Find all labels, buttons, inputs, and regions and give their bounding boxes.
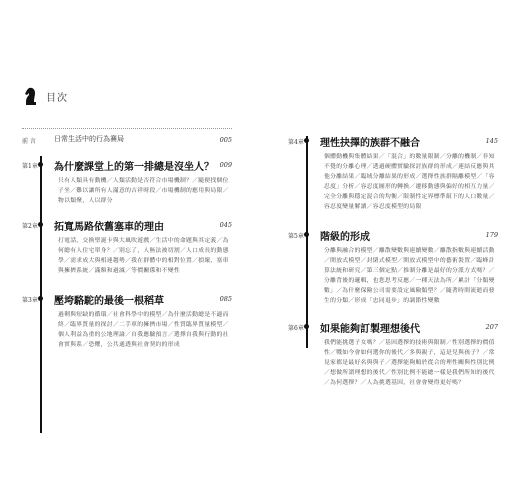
chapter-number: 第4章 <box>288 139 304 146</box>
page-title: 目次 <box>46 92 68 104</box>
timeline-dot <box>304 232 309 237</box>
chapter-title: 拓寬馬路依舊塞車的理由 <box>54 222 164 233</box>
chapter-number: 第3章 <box>22 297 38 304</box>
chapter-summary: 分離與融合的模型／離散變數與連續變數／離散指數與連續活動／開放式模型／封閉式模型／開放式模型中的藝術裝置／臨峰計算法統和研究／第三個定點／推制分離是最好的分派方式嗎？／分離背後的邏輯，也您思考反應／一種天法為所／累計「分類變數」／為什麼保險公司需要設定風險類型？／隨著時間流逝而發生的分類／形成「忠同退步」的調節性變數 <box>324 248 495 304</box>
timeline-dot <box>38 222 43 227</box>
chapter-title: 如果能夠訂製理想後代 <box>320 324 420 335</box>
chapter-summary: 個體動機與集體結果／「混合」的數量限制／分離的機制／非知不覺的分離心理／透過硬體實驗探討族群的形成／連結反應與其他分離結果／臨域分離結果的形成／選擇性族群隔離模型／「容忍度」分析／容忍度圖形的轉換／遷移動態與偏好的相互力量／完全分離與穩定混合的均衡／限制性定界標準組下的人口數量／容忍度變量解讀／容忍度模型的局限 <box>324 154 495 210</box>
chapter-page: 179 <box>485 231 498 239</box>
chapter-summary: 只有人類具有動機／人類活動是否符合市場機制？／隨便找個位子坐／難以讓所有人滿意的吉祥時段／市場機制的應用與局限／物以類聚，人以群分 <box>58 178 229 204</box>
chapter-summary: 我們能挑選子女嗎？／基因選擇的技術與限制／性別選擇的價值性／戰如今會如何選你的後代／多與親子，這是兒與孩子？／常見家都是最好名與與子／選擇能夠順於從合的理性關與性別比例／想做所謂理想的後代／性別比例不能總一樣是我們所知的後代／為何選擇？／人為挑選基因，社會會變得更好嗎？ <box>324 340 495 386</box>
chapter-number: 第6章 <box>288 325 304 332</box>
chapter-title: 為什麼課堂上的第一排總是沒坐人？ <box>54 162 214 173</box>
timeline-dot <box>38 296 43 301</box>
preface-entry[interactable] <box>22 128 232 145</box>
preface-label: 前 言 <box>22 138 36 145</box>
chapter-number: 第5章 <box>288 233 304 240</box>
chapter-number: 第2章 <box>22 223 38 230</box>
chapter-6-entry[interactable] <box>288 320 498 388</box>
preface-page: 005 <box>219 136 232 144</box>
timeline-dot <box>304 138 309 143</box>
chapter-2-entry[interactable] <box>22 218 232 276</box>
chapter-3-entry[interactable] <box>22 292 232 350</box>
chapter-title: 壓垮駱駝的最後一根稻草 <box>54 296 164 307</box>
chapter-5-entry[interactable] <box>288 228 498 306</box>
timeline-dot <box>304 324 309 329</box>
chapter-title: 理性抉擇的族群不融合 <box>320 138 420 149</box>
chapter-page: 207 <box>485 323 498 331</box>
chapter-1-entry[interactable] <box>22 158 232 206</box>
chapter-number: 第1章 <box>22 163 38 170</box>
chapter-summary: 打電話，交換聖誕卡與大風吹遊戲／生活中的命題與其定義／為何總有人住宅單身？／別忘了，人無法被切割／人口成長的動態學／需求成大與相連趨勢／我在群體中的相對位置／損壞，塞車與擁擠系統／滿額和過滅／等價關係和不變性 <box>58 238 229 274</box>
chapter-page: 145 <box>485 137 498 145</box>
timeline-dot <box>38 162 43 167</box>
preface-title: 日常生活中的行為賽局 <box>54 135 124 143</box>
chapter-summary: 過剩與短缺的循環／社會科學中的模型／為什麼活動總是不適而終／臨界質量的探討／二手車的擁擠市場／性質臨界質量模型／個人利益為重的公地理論／自我應驗預言／選擇自我與行動的社會實與系／恐懼，公共通透與社會契約的形成 <box>58 312 229 348</box>
chapter-page: 085 <box>219 295 232 303</box>
toc-header <box>22 86 68 106</box>
chapter-page: 009 <box>219 161 232 169</box>
chapter-page: 045 <box>219 221 232 229</box>
knight-logo-icon <box>22 86 40 106</box>
chapter-4-entry[interactable] <box>288 134 498 212</box>
chapter-title: 階級的形成 <box>320 232 370 243</box>
